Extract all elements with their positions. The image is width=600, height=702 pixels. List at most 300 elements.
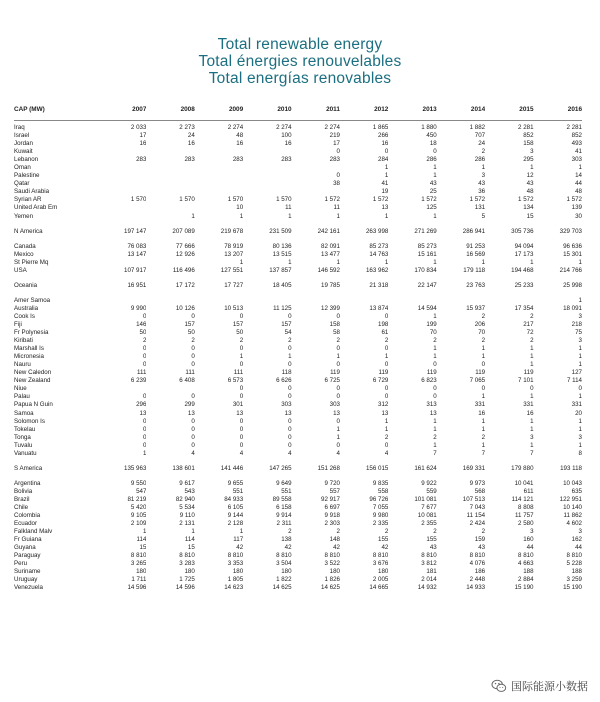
table-cell: 16 — [139, 140, 147, 148]
table-row — [14, 305, 582, 313]
table-cell: 14 933 — [466, 584, 486, 592]
table-cell: 50 — [187, 329, 195, 337]
table-cell: 283 — [329, 156, 340, 164]
table-cell: 0 — [191, 425, 195, 433]
table-cell: 0 — [384, 385, 389, 393]
row-label: Tonga — [14, 433, 31, 441]
table-cell: 155 — [378, 536, 389, 544]
table-cell: 1 — [481, 393, 486, 401]
table-cell — [195, 188, 243, 196]
table-cell: 1 — [578, 425, 582, 433]
table-cell: 114 — [184, 536, 195, 544]
table-cell — [485, 297, 533, 305]
table-cell: 329 703 — [559, 227, 582, 235]
table-cell: 42 — [381, 544, 389, 552]
table-cell: 286 — [426, 156, 437, 164]
table-cell: 0 — [481, 385, 486, 393]
table-cell: 6 697 — [324, 503, 340, 511]
table-cell: 1 — [433, 417, 437, 425]
table-cell: 19 — [381, 188, 389, 196]
table-cell: 0 — [336, 441, 340, 449]
table-cell: 14 — [575, 172, 582, 180]
table-row — [14, 410, 582, 418]
table-cell: 41 — [575, 148, 582, 156]
table-cell: 0 — [191, 417, 195, 425]
table-row — [14, 450, 582, 458]
table-cell: 1 — [384, 212, 389, 220]
table-cell: 61 — [381, 329, 389, 337]
table-cell: 0 — [239, 312, 244, 320]
table-cell: 15 301 — [563, 250, 582, 258]
table-cell: 331 — [571, 401, 582, 409]
table-cell: 635 — [571, 487, 582, 495]
table-cell — [146, 204, 194, 212]
table-row — [14, 172, 582, 180]
table-cell: 12 399 — [321, 304, 340, 312]
table-cell: 2 — [384, 528, 389, 536]
table-cell: 42 — [236, 544, 244, 552]
row-label: Brazil — [14, 495, 30, 503]
table-cell: 111 — [233, 369, 244, 377]
table-cell: 2 — [433, 528, 437, 536]
table-cell: 161 624 — [414, 464, 437, 472]
table-cell: 100 — [281, 132, 292, 140]
row-label: Fr Guiana — [14, 536, 42, 544]
table-cell: 18 — [429, 140, 437, 148]
table-cell: 157 — [232, 321, 244, 328]
table-cell — [98, 204, 146, 212]
table-row — [14, 156, 582, 164]
table-cell: 5 534 — [179, 503, 195, 511]
table-cell: 3 — [530, 528, 534, 536]
table-cell: 163 962 — [365, 266, 389, 274]
table-cell: 3 — [578, 528, 582, 536]
table-cell: 1 — [239, 212, 244, 220]
table-cell: 94 094 — [514, 242, 534, 250]
table-cell: 1 — [239, 353, 244, 361]
table-cell: 6 239 — [130, 377, 147, 385]
table-cell: 91 253 — [466, 242, 486, 250]
table-row — [14, 132, 582, 140]
table-cell: 186 — [474, 568, 486, 576]
table-cell: 0 — [239, 385, 244, 393]
table-cell: 151 268 — [317, 464, 340, 472]
table-cell: 283 — [232, 156, 244, 164]
table-cell: 16 — [284, 140, 292, 148]
table-cell — [195, 297, 243, 305]
row-label: New Caledon — [14, 369, 52, 377]
table-cell: 16 — [187, 140, 195, 148]
row-label: Nauru — [14, 361, 31, 369]
table-cell: 0 — [191, 312, 195, 320]
table-cell: 551 — [232, 487, 244, 495]
table-cell: 218 — [571, 321, 582, 328]
table-cell: 139 — [571, 204, 582, 212]
table-cell: 6 823 — [421, 377, 437, 385]
table-cell: 5 228 — [566, 560, 582, 568]
table-cell: 2 109 — [130, 520, 147, 528]
table-cell: 0 — [142, 312, 147, 320]
footer-brand: 国际能源小数据 — [511, 681, 588, 693]
table-cell: 2 — [481, 148, 486, 156]
table-cell: 1 — [578, 393, 582, 401]
table-row — [14, 418, 582, 426]
table-cell: 2 005 — [372, 576, 389, 584]
table-row — [14, 353, 582, 361]
row-label: Mexico — [14, 250, 34, 258]
table-row — [14, 267, 582, 275]
table-cell: 70 — [478, 329, 486, 337]
table-cell: 122 951 — [559, 495, 582, 503]
table-cell: 0 — [191, 353, 195, 361]
table-cell: 82 091 — [321, 242, 340, 250]
row-label: Oceania — [14, 281, 38, 289]
table-cell: 9 655 — [227, 479, 244, 487]
table-cell: 6 725 — [324, 377, 340, 385]
table-cell: 2 — [433, 337, 437, 345]
row-label: Colombia — [14, 512, 41, 520]
table-cell: 1 — [433, 172, 437, 180]
row-label: Oman — [14, 164, 31, 172]
table-row — [14, 124, 582, 132]
table-cell: 271 269 — [414, 227, 437, 235]
table-cell: 17 172 — [175, 281, 195, 289]
table-cell: 3 522 — [324, 560, 340, 568]
table-cell: 283 — [184, 156, 195, 164]
table-cell: 119 — [475, 369, 486, 377]
table-cell: 1 — [578, 441, 582, 449]
table-cell: 156 015 — [365, 464, 389, 472]
table-cell: 111 — [185, 369, 195, 377]
table-cell: 0 — [288, 393, 292, 401]
year-header: 2013 — [422, 106, 437, 113]
table-cell: 15 — [139, 544, 147, 552]
table-cell: 312 — [378, 401, 389, 409]
table-cell: 44 — [526, 544, 534, 552]
table-cell: 6 626 — [276, 377, 292, 385]
table-cell: 2 — [239, 337, 244, 345]
table-cell: 2 — [384, 433, 389, 441]
table-cell: 0 — [433, 393, 437, 401]
table-cell: 16 569 — [466, 250, 486, 258]
table-cell: 13 874 — [369, 304, 389, 312]
table-row — [14, 465, 582, 473]
section-gap — [14, 221, 582, 228]
table-cell: 117 — [233, 536, 244, 544]
table-row — [14, 204, 582, 212]
table-cell: 7 055 — [372, 503, 389, 511]
table-cell: 1 — [433, 212, 437, 220]
table-cell: 180 — [232, 568, 244, 576]
table-cell: 450 — [426, 132, 437, 140]
table-cell: 125 — [426, 204, 437, 212]
table-cell: 283 — [281, 156, 292, 164]
table-cell: 0 — [288, 345, 292, 353]
table-cell: 181 — [426, 568, 437, 576]
table-cell: 160 — [523, 536, 534, 544]
table-cell: 127 — [571, 369, 582, 377]
table-cell: 286 — [474, 156, 486, 164]
table-cell: 92 917 — [321, 495, 340, 503]
table-cell — [292, 164, 340, 172]
table-row — [14, 496, 582, 504]
table-cell: 2 884 — [518, 576, 534, 584]
table-cell: 1 572 — [518, 196, 534, 204]
table-cell — [98, 164, 146, 172]
table-cell — [388, 297, 436, 305]
table-row — [14, 434, 582, 442]
table-cell: 70 — [429, 329, 437, 337]
table-cell — [146, 385, 194, 393]
table-cell: 0 — [239, 417, 244, 425]
table-row — [14, 552, 582, 560]
table-cell: 15 937 — [466, 304, 486, 312]
table-row — [14, 282, 582, 290]
table-row — [14, 164, 582, 172]
table-row — [14, 442, 582, 450]
table-cell: 0 — [239, 433, 244, 441]
row-label: Qatar — [14, 180, 30, 188]
table-cell: 305 736 — [511, 227, 534, 235]
table-cell: 179 880 — [511, 464, 534, 472]
table-cell: 17 173 — [514, 250, 534, 258]
table-cell: 9 105 — [130, 512, 147, 520]
table-cell: 21 318 — [369, 281, 389, 289]
table-cell: 9 918 — [324, 512, 340, 520]
table-cell: 180 — [184, 568, 195, 576]
table-cell: 13 147 — [127, 250, 147, 258]
table-cell: 4 602 — [566, 520, 582, 528]
title-block — [0, 36, 600, 87]
row-label: Ecuador — [14, 520, 38, 528]
table-cell: 180 — [378, 568, 389, 576]
table-cell — [243, 180, 291, 188]
row-label: Israel — [14, 132, 30, 140]
table-cell: 0 — [336, 393, 340, 401]
table-cell: 179 118 — [463, 266, 486, 274]
table-cell: 146 592 — [317, 266, 340, 274]
table-cell: 8 810 — [518, 552, 534, 560]
table-row — [14, 393, 582, 401]
table-cell: 22 147 — [417, 281, 437, 289]
table-cell: 852 — [571, 132, 582, 140]
table-cell: 286 941 — [462, 227, 486, 235]
table-cell: 1 — [530, 425, 534, 433]
table-cell: 1 880 — [421, 124, 437, 132]
table-cell: 2 273 — [179, 124, 195, 132]
table-cell: 1 865 — [372, 124, 389, 132]
table-cell: 157 — [281, 321, 292, 328]
table-cell: 188 — [571, 568, 582, 576]
table-cell: 78 919 — [224, 242, 244, 250]
table-cell: 9 980 — [372, 512, 389, 520]
table-cell: 2 274 — [276, 124, 292, 132]
table-cell: 11 — [285, 204, 292, 212]
table-cell — [292, 297, 340, 305]
table-cell: 116 496 — [172, 266, 195, 274]
table-cell: 11 757 — [515, 512, 534, 520]
table-row — [14, 560, 582, 568]
row-label: Jordan — [14, 140, 33, 148]
table-row — [14, 377, 582, 385]
table-cell: 1 — [578, 345, 582, 353]
table-cell: 0 — [191, 433, 195, 441]
table-cell: 10 513 — [224, 304, 244, 312]
table-cell: 199 — [426, 321, 437, 328]
table-cell: 0 — [433, 385, 437, 393]
table-cell: 2 014 — [421, 576, 437, 584]
row-label: Solomon Is — [14, 417, 45, 425]
table-cell — [146, 188, 194, 196]
table-cell: 303 — [329, 401, 340, 409]
table-cell: 3 504 — [276, 560, 292, 568]
table-cell: 303 — [571, 156, 582, 164]
table-cell: 2 311 — [276, 520, 292, 528]
table-cell: 1 822 — [276, 576, 292, 584]
table-cell: 3 — [530, 148, 534, 156]
footer-watermark — [491, 678, 588, 694]
table-cell: 158 — [329, 321, 340, 328]
table-cell: 16 — [478, 409, 486, 417]
table-row — [14, 259, 582, 267]
table-cell: 6 573 — [227, 377, 244, 385]
table-row — [14, 520, 582, 528]
table-cell: 0 — [384, 441, 389, 449]
table-cell: 2 — [530, 337, 534, 345]
table-cell: 197 147 — [124, 227, 147, 235]
row-label: New Zealand — [14, 377, 51, 385]
year-header: 2010 — [277, 106, 292, 113]
table-cell: 138 — [281, 536, 292, 544]
table-cell: 1 — [481, 425, 486, 433]
table-cell: 17 354 — [514, 304, 534, 312]
table-cell: 2 — [384, 337, 389, 345]
table-cell: 1 — [384, 164, 389, 172]
table-cell: 13 207 — [224, 250, 244, 258]
table-cell: 1 — [530, 258, 534, 266]
table-cell: 1 — [530, 393, 534, 401]
table-cell: 1 882 — [469, 124, 486, 132]
table-cell: 1 — [433, 312, 437, 320]
table-cell: 58 — [333, 329, 340, 337]
row-label: Palau — [14, 393, 30, 401]
table-cell: 0 — [336, 417, 340, 425]
row-label: Canada — [14, 242, 36, 250]
table-cell: 1 — [433, 164, 437, 172]
table-cell: 9 922 — [421, 479, 437, 487]
table-cell: 1 570 — [276, 196, 292, 204]
table-row — [14, 228, 582, 236]
table-cell: 4 — [191, 449, 195, 457]
table-cell: 1 — [578, 361, 582, 369]
table-cell: 0 — [336, 312, 340, 320]
table-cell: 2 274 — [227, 124, 244, 132]
table-cell: 1 — [433, 345, 437, 353]
table-cell: 15 — [526, 212, 534, 220]
table-cell: 188 — [523, 568, 534, 576]
table-cell: 10 126 — [175, 304, 195, 312]
table-row — [14, 401, 582, 409]
row-label: Lebanon — [14, 156, 39, 164]
table-row — [14, 321, 582, 329]
table-cell: 2 — [288, 528, 292, 536]
row-label: Tokelau — [14, 425, 36, 433]
row-label: USA — [14, 266, 27, 274]
table-cell: 13 — [381, 204, 389, 212]
table-cell: 1 — [288, 258, 292, 266]
table-cell: 0 — [288, 417, 292, 425]
table-cell: 194 468 — [511, 266, 534, 274]
table-cell: 1 — [288, 212, 292, 220]
table-cell: 611 — [523, 487, 534, 495]
row-label: Venezuela — [14, 584, 43, 592]
table-cell: 157 — [184, 321, 195, 328]
table-cell — [243, 164, 291, 172]
table-cell — [98, 213, 146, 221]
table-cell: 1 — [433, 353, 437, 361]
table-cell — [195, 148, 243, 156]
year-header: 2009 — [228, 106, 244, 113]
table-cell — [195, 180, 243, 188]
year-header: 2012 — [374, 106, 389, 113]
section-gap — [14, 458, 582, 465]
table-cell: 0 — [142, 345, 147, 353]
table-cell — [243, 297, 291, 305]
table-cell: 1 — [336, 258, 340, 266]
table-cell: 96 636 — [563, 242, 582, 250]
table-cell: 1 — [384, 425, 389, 433]
table-cell: 162 — [571, 536, 582, 544]
table-cell: 107 917 — [124, 266, 147, 274]
year-header: 2015 — [519, 106, 534, 113]
table-cell: 1 — [481, 164, 486, 172]
table-cell: 9 110 — [179, 512, 195, 520]
table-cell — [98, 297, 146, 305]
row-label: Amer Samoa — [14, 296, 51, 304]
table-cell: 11 154 — [466, 512, 486, 520]
table-cell: 48 — [526, 188, 534, 196]
section-gap — [14, 275, 582, 282]
table-cell: 2 — [481, 312, 486, 320]
table-cell: 1 — [433, 441, 437, 449]
table-row — [14, 196, 582, 204]
table-row — [14, 345, 582, 353]
table-cell: 1 — [336, 425, 340, 433]
table-row — [14, 361, 582, 369]
table-cell: 4 — [384, 449, 389, 457]
table-cell: 1 572 — [566, 196, 582, 204]
table-cell: 0 — [191, 345, 195, 353]
table-cell: 17 — [139, 132, 147, 140]
table-cell: 180 — [136, 568, 147, 576]
table-cell: 10 043 — [563, 479, 582, 487]
table-cell: 6 729 — [372, 377, 389, 385]
table-cell: 7 — [530, 449, 534, 457]
table-cell: 0 — [336, 361, 340, 369]
row-label: Papua N Guin — [14, 401, 53, 409]
table-cell: 82 940 — [175, 495, 195, 503]
table-body — [14, 124, 582, 592]
row-label: Syrian AR — [14, 196, 42, 204]
section-gap — [14, 290, 582, 297]
table-cell: 8 808 — [518, 503, 534, 511]
table-cell: 2 448 — [469, 576, 486, 584]
table-cell: 4 076 — [469, 560, 486, 568]
row-label: Micronesia — [14, 353, 44, 361]
table-cell: 8 810 — [372, 552, 389, 560]
table-cell: 9 914 — [276, 512, 292, 520]
table-cell: 296 — [136, 401, 147, 409]
